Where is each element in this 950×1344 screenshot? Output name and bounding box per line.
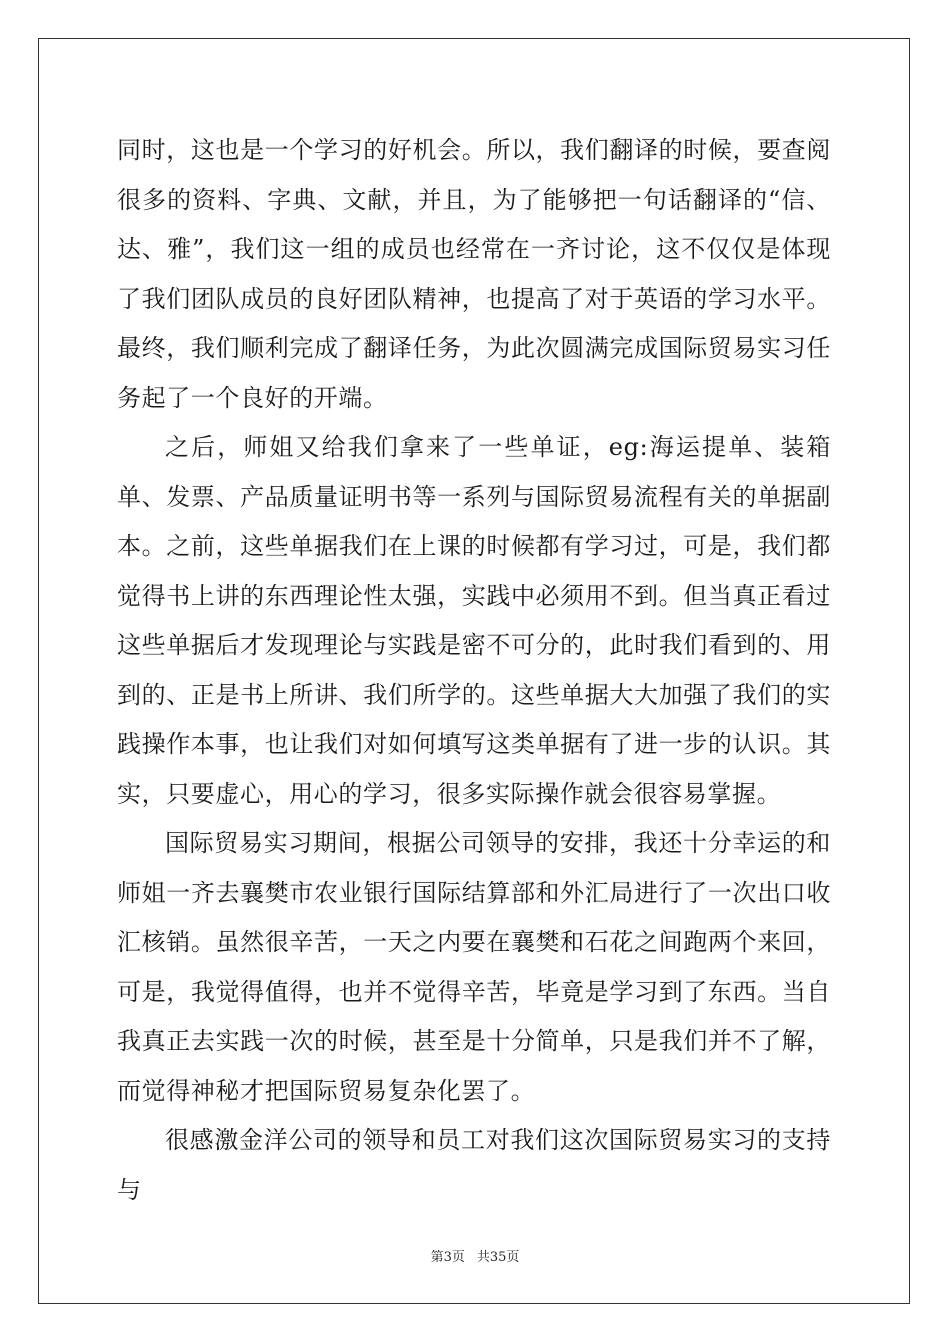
page-footer (0, 1246, 950, 1265)
paragraph-2: 之后，师姐又给我们拿来了一些单证，eg:海运提单、装箱单、发票、产品质量证明书等一系列与国际贸易流程有关的单据副本。之前，这些单据我们在上课的时候都有学习过，可是，我们都觉得书上讲的东西理论性太强，实践中必须用不到。但当真正看过这些单据后才发现理论与实践是密不可分的，此时我们看到的、用到的、正是书上所讲、我们所学的。这些单据大大加强了我们的实践操作本事，也让我们对如何填写这类单据有了进一步的认识。其实，只要虚心，用心的学习，很多实际操作就会很容易掌握。 (117, 433, 831, 808)
document-body (117, 126, 831, 1215)
page-number: 第3页 (430, 1250, 465, 1265)
paragraph-4: 很感激金洋公司的领导和员工对我们这次国际贸易实习的支持与 (117, 1126, 831, 1204)
total-pages: 共35页 (476, 1250, 520, 1265)
paragraph-1: 同时，这也是一个学习的好机会。所以，我们翻译的时候，要查阅很多的资料、字典、文献，并且，为了能够把一句话翻译的“信、达、雅”，我们这一组的成员也经常在一齐讨论，这不仅仅是体现了我们团队成员的良好团队精神，也提高了对于英语的学习水平。最终，我们顺利完成了翻译任务，为此次圆满完成国际贸易实习任务起了一个良好的开端。 (117, 136, 831, 412)
paragraph-3: 国际贸易实习期间，根据公司领导的安排，我还十分幸运的和师姐一齐去襄樊市农业银行国际结算部和外汇局进行了一次出口收汇核销。虽然很辛苦，一天之内要在襄樊和石花之间跑两个来回，可是，我觉得值得，也并不觉得辛苦，毕竟是学习到了东西。当自我真正去实践一次的时候，甚至是十分简单，只是我们并不了解，而觉得神秘才把国际贸易复杂化罢了。 (117, 829, 831, 1105)
